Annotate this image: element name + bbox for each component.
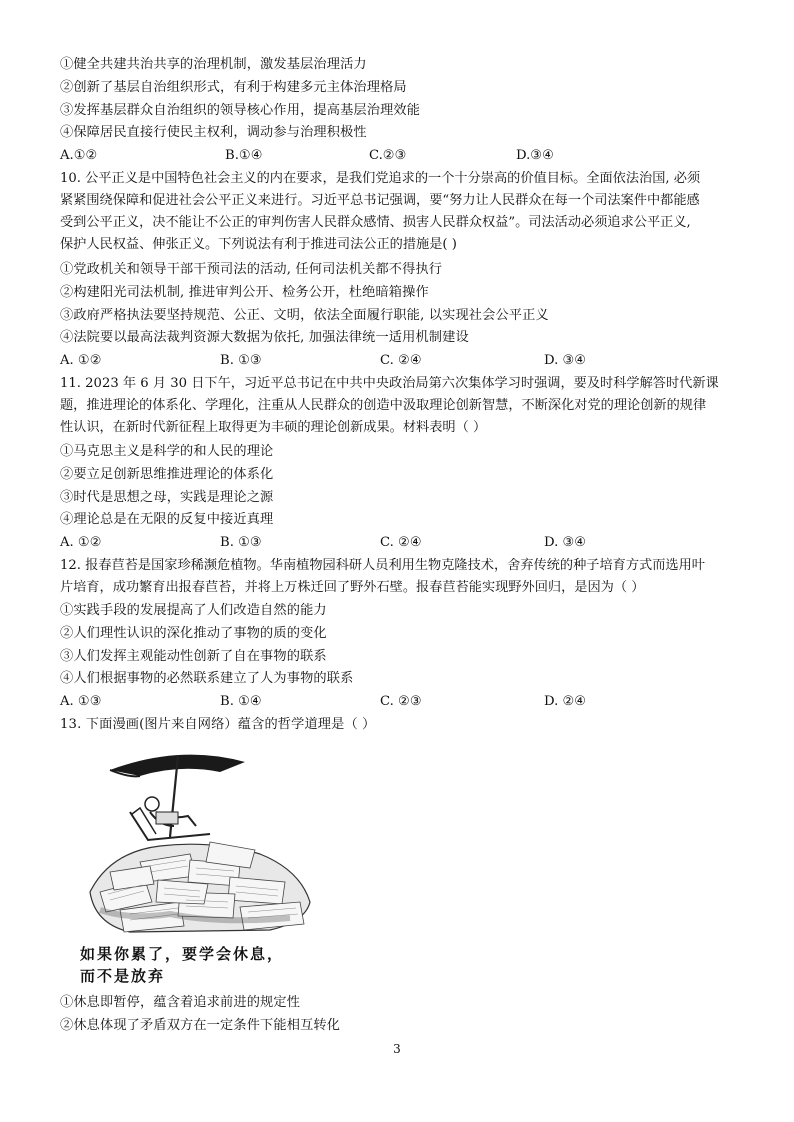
- option-line: ②构建阳光司法机制, 推进审判公开、检务公开，杜绝暗箱操作: [60, 285, 429, 300]
- stem-line: 12. 报春苣苔是国家珍稀濒危植物。华南植物园科研人员利用生物克隆技术，舍弃传统的种子培育方式而选用叶: [60, 558, 705, 573]
- question-11-stem: [60, 373, 740, 439]
- stem-line: 性认识，在新时代新征程上取得更为丰硕的理论创新成果。材料表明（ ）: [60, 420, 487, 435]
- choice-c: C.②③: [369, 148, 407, 163]
- option-line: ②要立足创新思维推进理论的体系化: [60, 467, 274, 482]
- stem-line: 10. 公平正义是中国特色社会主义的内在要求，是我们党追求的一个十分崇高的价值目标。全面依法治国, 必须: [60, 171, 701, 186]
- choice-c: C. ②④: [380, 353, 422, 368]
- cartoon-caption-line-1: 如果你累了，要学会休息，: [80, 945, 285, 963]
- option-line: ②休息体现了矛盾双方在一定条件下能相互转化: [60, 1018, 341, 1033]
- choice-d: D.③④: [516, 148, 554, 163]
- choice-d: D. ②④: [544, 694, 587, 709]
- cartoon-illustration: [70, 742, 325, 942]
- choice-b: B.①④: [225, 148, 263, 163]
- choice-d: D. ③④: [544, 535, 587, 550]
- option-line: ①休息即暂停，蕴含着追求前进的规定性: [60, 995, 301, 1010]
- choice-b: B. ①④: [220, 694, 262, 709]
- option-line: ④理论总是在无限的反复中接近真理: [60, 512, 274, 527]
- choice-a: A.①②: [60, 148, 98, 163]
- page-number: 3: [393, 1042, 401, 1056]
- stem-line: 片培育，成功繁育出报春苣苔，并将上万株迁回了野外石壁。报春苣苔能实现野外回归，是因为（ ）: [60, 580, 645, 595]
- option-line: ④保障居民直接行使民主权利，调动参与治理积极性: [60, 125, 367, 140]
- stem-line: 保护人民权益、伸张正义。下列说法有利于推进司法公正的措施是( ): [60, 237, 457, 252]
- answer-choices: [60, 691, 740, 713]
- option-line: ③时代是思想之母，实践是理论之源: [60, 490, 274, 505]
- option-line: ①健全共建共治共享的治理机制，激发基层治理活力: [60, 57, 367, 72]
- answer-choices: [60, 350, 740, 372]
- option-line: ③政府严格执法要坚持规范、公正、文明，依法全面履行职能, 以实现社会公平正义: [60, 308, 549, 323]
- choice-c: C. ②④: [380, 535, 422, 550]
- stem-line: 11. 2023 年 6 月 30 日下午，习近平总书记在中共中央政治局第六次集体学习时强调，要及时科学解答时代新课: [60, 376, 719, 391]
- choice-c: C. ②③: [380, 694, 422, 709]
- choice-b: B. ①③: [220, 353, 262, 368]
- option-line: ③发挥基层群众自治组织的领导核心作用，提高基层治理效能: [60, 103, 421, 118]
- choice-b: B. ①③: [220, 535, 262, 550]
- stem-line: 紧紧围绕保障和促进社会公平正义来进行。习近平总书记强调，要“努力让人民群众在每一个司法案件中都能感: [60, 193, 700, 208]
- option-line: ③人们发挥主观能动性创新了自在事物的联系: [60, 649, 327, 664]
- question-10-stem: [60, 168, 740, 256]
- question-12-stem: [60, 555, 740, 599]
- answer-choices: [60, 145, 740, 167]
- option-line: ②人们理性认识的深化推动了事物的质的变化: [60, 626, 327, 641]
- option-line: ②创新了基层自治组织形式，有利于构建多元主体治理格局: [60, 80, 407, 95]
- stem-line: 受到公平正义，决不能让不公正的审判伤害人民群众感情、损害人民群众权益”。司法活动必须追求公平正义,: [60, 215, 691, 230]
- stem-line: 题，推进理论的体系化、学理化，注重从人民群众的创造中汲取理论创新智慧，不断深化对党的理论创新的规律: [60, 398, 707, 413]
- choice-a: A. ①③: [60, 694, 102, 709]
- choice-a: A. ①②: [60, 535, 102, 550]
- option-line: ④人们根据事物的必然联系建立了人为事物的联系: [60, 671, 354, 686]
- option-line: ①党政机关和领导干部干预司法的活动, 任何司法机关都不得执行: [60, 262, 443, 277]
- answer-choices: [60, 532, 740, 554]
- option-line: ①实践手段的发展提高了人们改造自然的能力: [60, 603, 327, 618]
- choice-d: D. ③④: [544, 353, 587, 368]
- choice-a: A. ①②: [60, 353, 102, 368]
- cartoon-caption-line-2: 而不是放弃: [80, 967, 166, 985]
- question-13-stem: 13. 下面漫画(图片来自网络）蕴含的哲学道理是（ ）: [60, 717, 376, 732]
- option-line: ①马克思主义是科学的和人民的理论: [60, 444, 274, 459]
- option-line: ④法院要以最高法裁判资源大数据为依托, 加强法律统一适用机制建设: [60, 330, 469, 345]
